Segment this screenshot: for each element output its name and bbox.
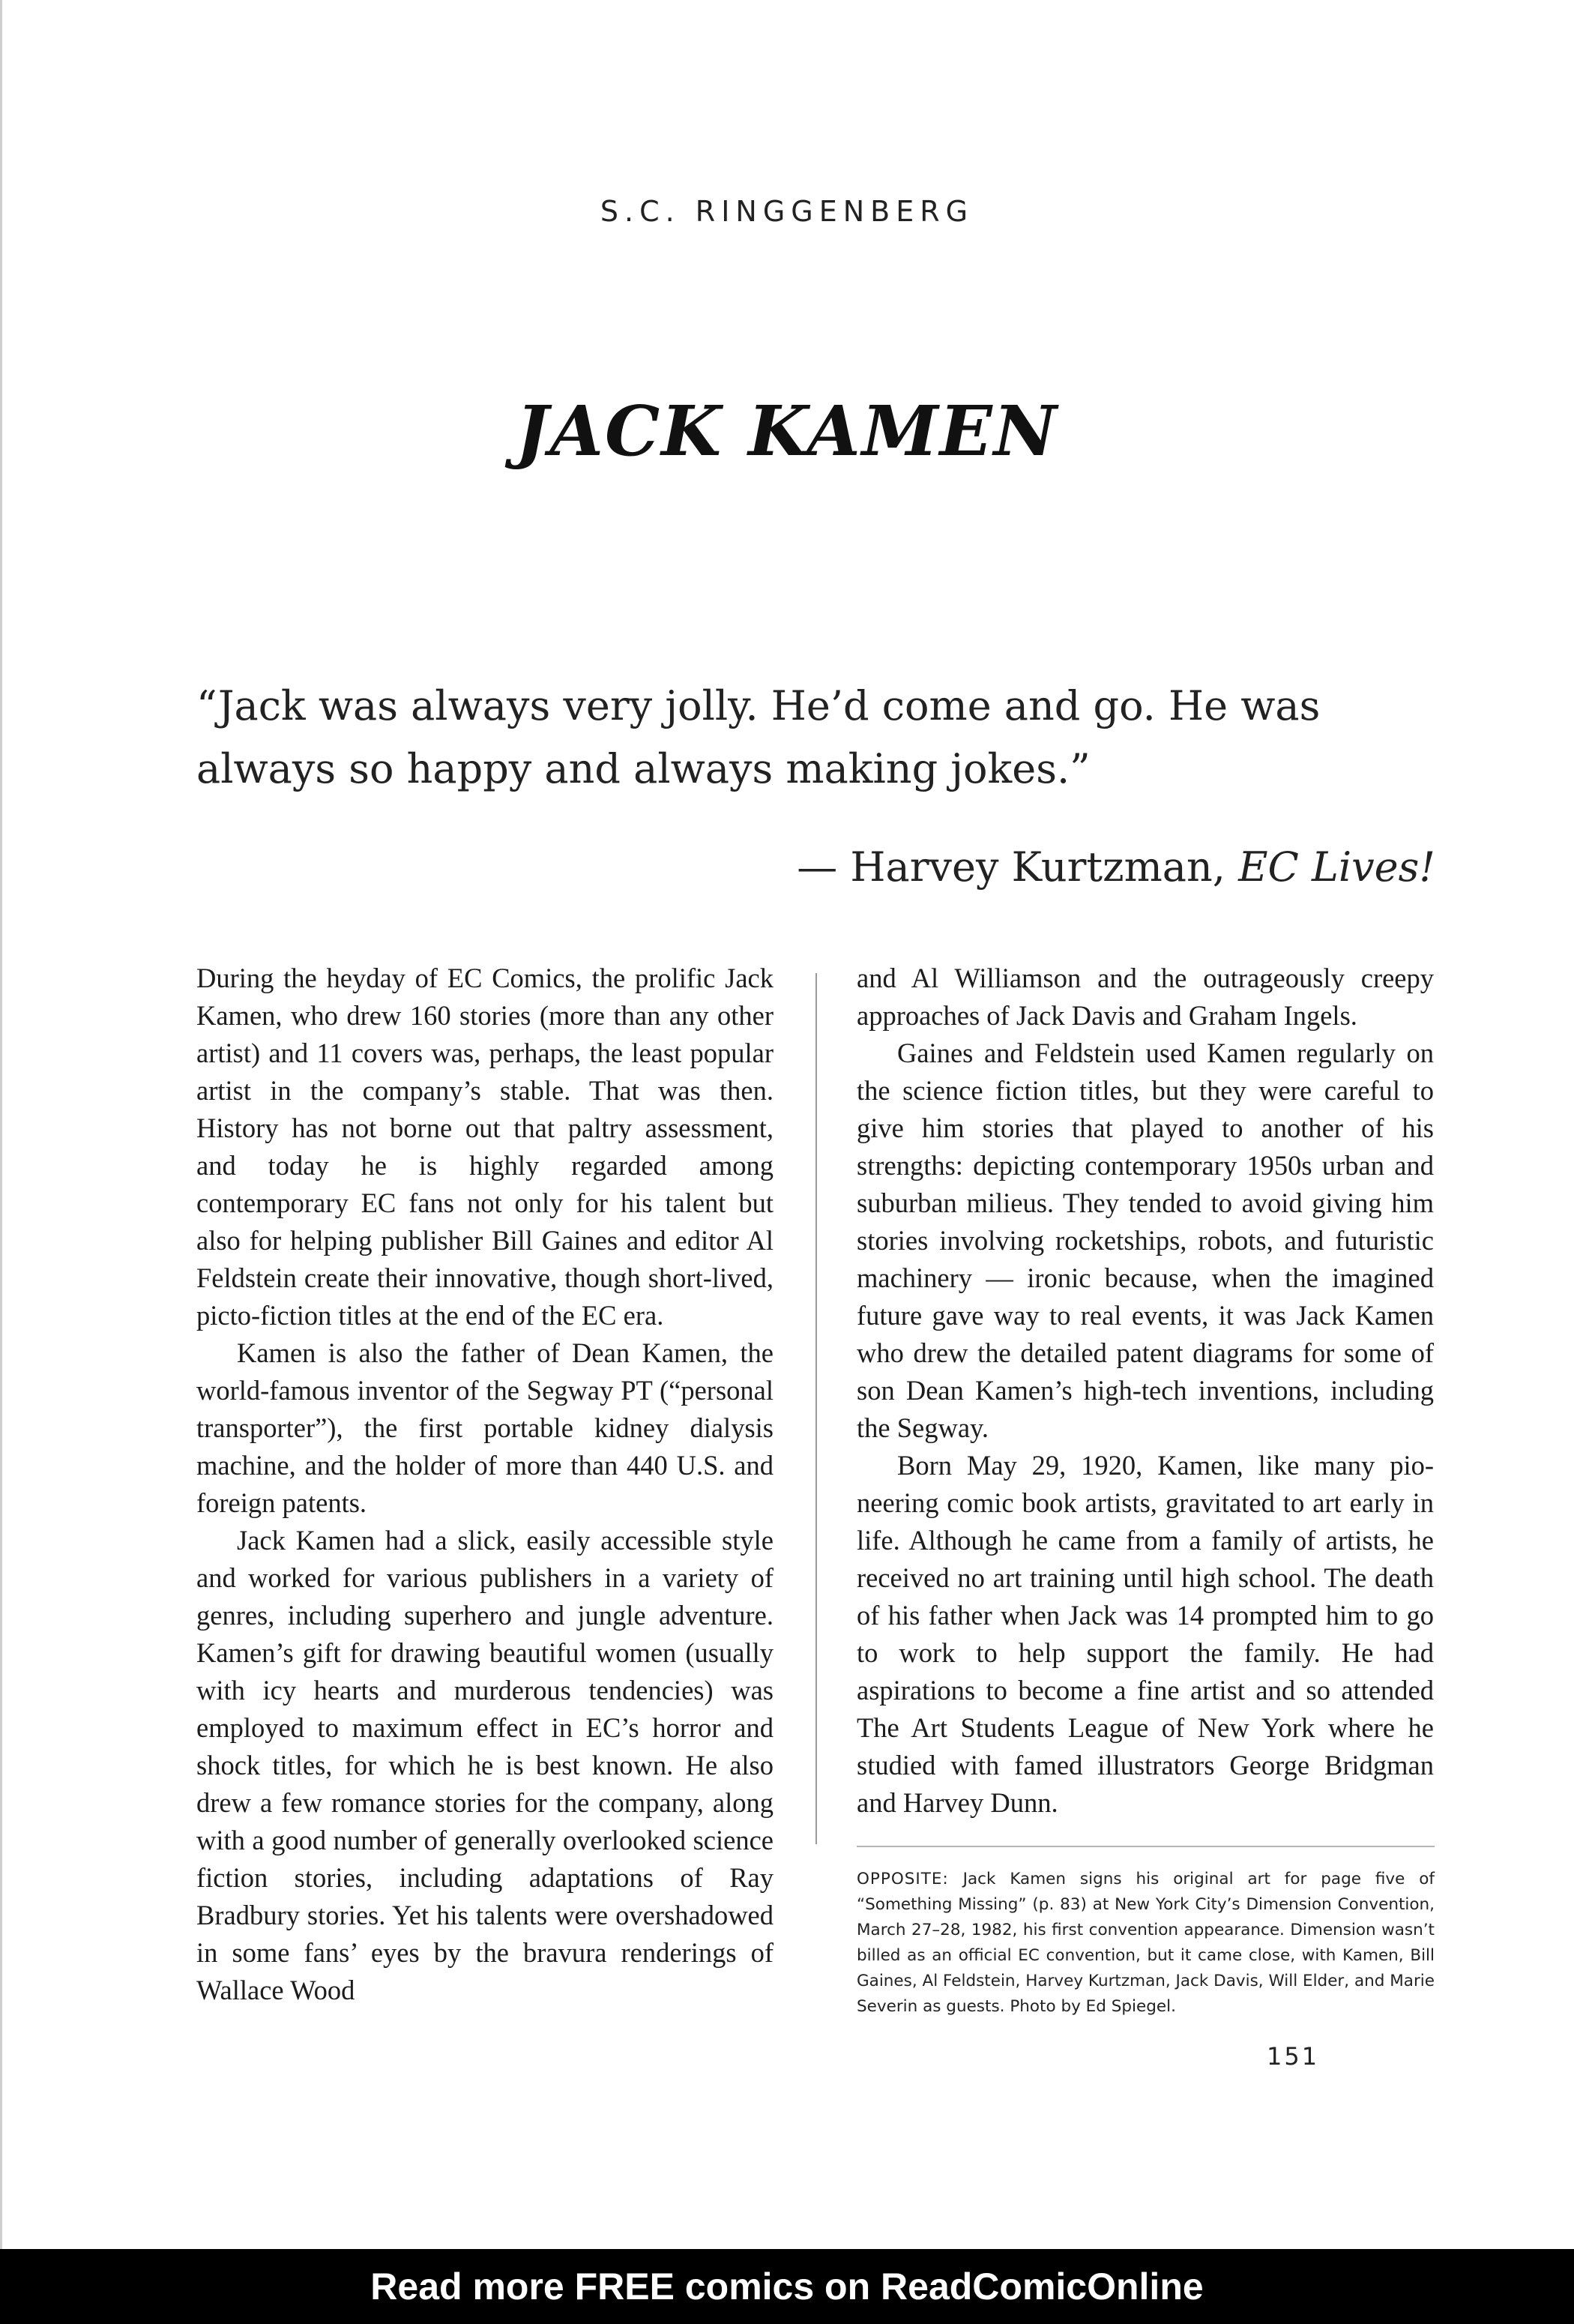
- page-number: 151: [1267, 2042, 1320, 2071]
- body-paragraph: During the heyday of EC Comics, the prolific Jack Kamen, who drew 160 stories (more than any other artist) and 11 covers was, perhaps, the least popular artist in the company’s stable. That was then. History has not borne out that paltry assessment, and today he is highly regarded among contemporary EC fans not only for his talent but also for helping publisher Bill Gaines and editor Al Feldstein create their innovative, though short-lived, picto-fiction titles at the end of the EC era.: [196, 963, 774, 1331]
- body-paragraph: Kamen is also the father of Dean Kamen, the world-famous inventor of the Segway PT (“personal transporter”), the first portable kidney dialysis machine, and the holder of more than 440 U.S. and foreign patents.: [196, 1337, 774, 1518]
- caption-rule: [857, 1846, 1435, 1847]
- body-column-left: [196, 960, 774, 2009]
- body-paragraph: Jack Kamen had a slick, easily accessible style and worked for various publishers in a variety of genres, including superhero and jungle adventure. Kamen’s gift for drawing beautiful women (usually with icy hearts and murderous tendencies) was employed to maximum effect in EC’s horror and shock titles, for which he is best known. He also drew a few romance stories for the company, along with a good number of generally overlooked science fiction stories, including adaptations of Ray Bradbury stories. Yet his talents were overshadowed in some fans’ eyes by the bravura renderings of Wallace Wood: [196, 1525, 774, 2005]
- attribution-prefix: — Harvey Kurtzman,: [797, 843, 1225, 891]
- epigraph-quote: “Jack was always very jolly. He’d come and go. He was always so happy and always making jokes.”: [196, 682, 1321, 792]
- page-edge: [0, 0, 2, 2249]
- footer-banner[interactable]: [0, 2249, 1574, 2324]
- article-title: JACK KAMEN: [516, 391, 1058, 472]
- author-name: S.C. RINGGENBERG: [600, 195, 974, 228]
- attribution-source: EC Lives!: [1238, 843, 1435, 891]
- body-paragraph: and Al Williamson and the outrageously creepy approaches of Jack Davis and Graham Ingels.: [857, 963, 1434, 1031]
- caption-text: Jack Kamen signs his original art for page five of “Something Missing” (p. 83) at New York City’s Dimension Convention, March 27–28, 1982, his first convention appearance. Dimension wasn’t billed as an official EC convention, but it came close, with Kamen, Bill Gaines, Al Feldstein, Harvey Kurtzman, Jack Davis, Will Elder, and Marie Severin as guests. Photo by Ed Spiegel.: [857, 1870, 1435, 2016]
- body-paragraph: Gaines and Feldstein used Kamen regularly on the science fiction titles, but they were careful to give him stories that played to another of his strengths: depicting contemporary 1950s urban and suburban milieus. They tended to avoid giving him stories involving rocketships, robots, and futuristic machinery — ironic because, when the imagined future gave way to real events, it was Jack Kamen who drew the detailed patent diagrams for some of son Dean Kamen’s high-tech inventions, including the Segway.: [857, 1038, 1434, 1443]
- body-paragraph: Born May 29, 1920, Kamen, like many pioneering comic book artists, gravitated to art early in life. Although he came from a family of artists, he received no art training until high school. The death of his father when Jack was 14 prompted him to go to work to help support the family. He had aspirations to become a fine artist and so attended The Art Students League of New York where he studied with famed illustrators George Bridgman and Harvey Dunn.: [857, 1450, 1434, 1818]
- column-divider: [815, 973, 817, 1844]
- photo-caption: [857, 1867, 1435, 2020]
- footer-banner-text[interactable]: Read more FREE comics on ReadComicOnline: [370, 2266, 1204, 2308]
- epigraph-attribution: [797, 843, 1435, 892]
- caption-label: OPPOSITE:: [857, 1870, 949, 1888]
- body-column-right: [857, 960, 1434, 1822]
